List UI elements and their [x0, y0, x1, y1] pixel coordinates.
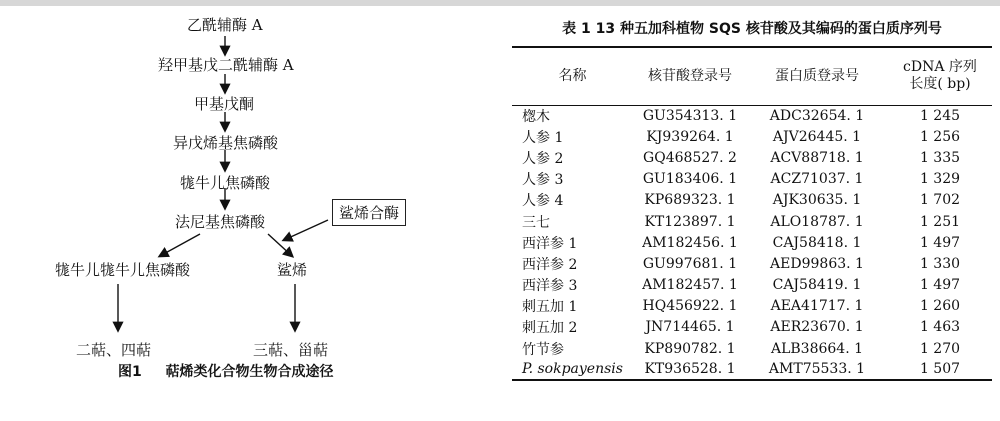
cell-protein: ALO18787. 1: [770, 213, 864, 230]
sqs-accession-table: [512, 46, 992, 381]
cell-name: 刺五加 1: [522, 299, 578, 316]
cell-nucleotide: KP689323. 1: [644, 192, 736, 209]
header-cdna-length-line1: cDNA 序列: [903, 59, 977, 76]
node-squalene: 鲨烯: [277, 261, 308, 279]
cell-length: 1 507: [888, 359, 992, 380]
node-ggpp: 牻牛儿牻牛儿焦磷酸: [55, 261, 191, 279]
cell-name: 刺五加 2: [522, 320, 578, 337]
node-ipp: 异戊烯基焦磷酸: [173, 134, 279, 152]
cell-name: 人参 2: [522, 150, 564, 167]
cell-nucleotide: KT123897. 1: [644, 213, 736, 230]
cell-protein: AEA41717. 1: [770, 298, 864, 315]
cell-protein: AJK30635. 1: [772, 192, 862, 209]
cell-protein: AED99863. 1: [770, 255, 864, 272]
cell-nucleotide: GU183406. 1: [642, 171, 738, 188]
figure-caption-label: 图1: [118, 364, 142, 380]
table-row: [512, 105, 992, 126]
cell-length: 1 260: [919, 298, 961, 315]
header-protein: 蛋白质登录号: [746, 47, 888, 105]
cell-length: 1 497: [919, 234, 961, 251]
cell-protein: CAJ58419. 1: [772, 277, 862, 294]
header-name: 名称: [512, 47, 634, 105]
node-hmg-coa: 羟甲基戊二酰辅酶 A: [158, 56, 294, 74]
cell-name: 西洋参 2: [522, 256, 578, 273]
cell-name: 西洋参 1: [522, 235, 578, 252]
node-acetyl-coa: 乙酰辅酶 A: [187, 16, 263, 34]
table-row: [512, 296, 992, 317]
cell-nucleotide: KJ939264. 1: [646, 128, 734, 145]
cell-nucleotide: JN714465. 1: [645, 319, 735, 336]
cell-length: 1 256: [919, 128, 961, 145]
cell-protein: ACZ71037. 1: [770, 171, 864, 188]
cell-name: 三七: [522, 214, 550, 231]
cell-name: 西洋参 3: [522, 278, 578, 295]
figure-caption-text: 萜烯类化合物生物合成途径: [165, 364, 334, 380]
cell-length: 1 251: [919, 213, 961, 230]
table-row: [512, 211, 992, 232]
table-row: [512, 190, 992, 211]
cell-nucleotide: KT936528. 1: [634, 359, 746, 380]
cell-name: P. sokpayensis: [512, 359, 634, 380]
cell-name: 人参 3: [522, 172, 564, 189]
cell-length: 1 335: [919, 149, 961, 166]
cell-protein: AJV26445. 1: [772, 128, 862, 145]
cell-name: 楤木: [522, 108, 550, 125]
table-row: [512, 169, 992, 190]
node-gpp: 牻牛儿焦磷酸: [180, 174, 271, 192]
header-nucleotide: 核苷酸登录号: [634, 47, 746, 105]
cell-nucleotide: HQ456922. 1: [642, 298, 738, 315]
cell-protein: ACV88718. 1: [770, 149, 864, 166]
table-row: [512, 232, 992, 253]
table-row: [512, 338, 992, 359]
cell-nucleotide: GQ468527. 2: [643, 149, 737, 166]
table-row: [512, 359, 992, 380]
cell-length: 1 497: [919, 277, 961, 294]
cell-length: 1 463: [919, 319, 961, 336]
table-row: [512, 253, 992, 274]
cell-nucleotide: GU354313. 1: [642, 107, 738, 124]
cell-protein: CAJ58418. 1: [772, 234, 862, 251]
table-row: [512, 126, 992, 147]
cell-length: 1 330: [919, 255, 961, 272]
cell-nucleotide: AM182456. 1: [642, 234, 738, 251]
table-row: [512, 275, 992, 296]
table-header-row: [512, 47, 992, 105]
node-di-tetra-terpene: 二萜、四萜: [76, 341, 152, 359]
cell-protein: AMT75533. 1: [746, 359, 888, 380]
cell-protein: AER23670. 1: [770, 319, 864, 336]
cell-nucleotide: AM182457. 1: [642, 277, 738, 294]
cell-length: 1 702: [919, 192, 961, 209]
cell-name: 人参 4: [522, 193, 564, 210]
cell-length: 1 245: [919, 107, 961, 124]
header-cdna-length-line2: 长度( bp): [909, 76, 971, 93]
table-caption: 表 1 13 种五加科植物 SQS 核苷酸及其编码的蛋白质序列号: [562, 21, 942, 37]
cell-nucleotide: KP890782. 1: [644, 340, 736, 357]
node-mevalonate: 甲基戊酮: [194, 95, 255, 113]
arrow-enzyme-to-fpp: [284, 220, 328, 240]
table-row: [512, 317, 992, 338]
cell-nucleotide: GU997681. 1: [642, 255, 738, 272]
node-fpp: 法尼基焦磷酸: [175, 213, 266, 231]
cell-length: 1 329: [919, 171, 961, 188]
cell-name: 竹节参: [522, 341, 564, 358]
cell-protein: ADC32654. 1: [769, 107, 865, 124]
enzyme-box-squalene-synthase: 鲨烯合酶: [332, 199, 406, 226]
header-cdna-length: [888, 47, 992, 105]
cell-name: 人参 1: [522, 129, 564, 146]
table-row: [512, 147, 992, 168]
arrow-fpp-to-ggpp: [160, 234, 200, 256]
cell-protein: ALB38664. 1: [770, 340, 864, 357]
node-tri-terpene-sterol: 三萜、甾萜: [253, 341, 329, 359]
cell-length: 1 270: [919, 340, 961, 357]
figure-caption: [118, 361, 334, 381]
